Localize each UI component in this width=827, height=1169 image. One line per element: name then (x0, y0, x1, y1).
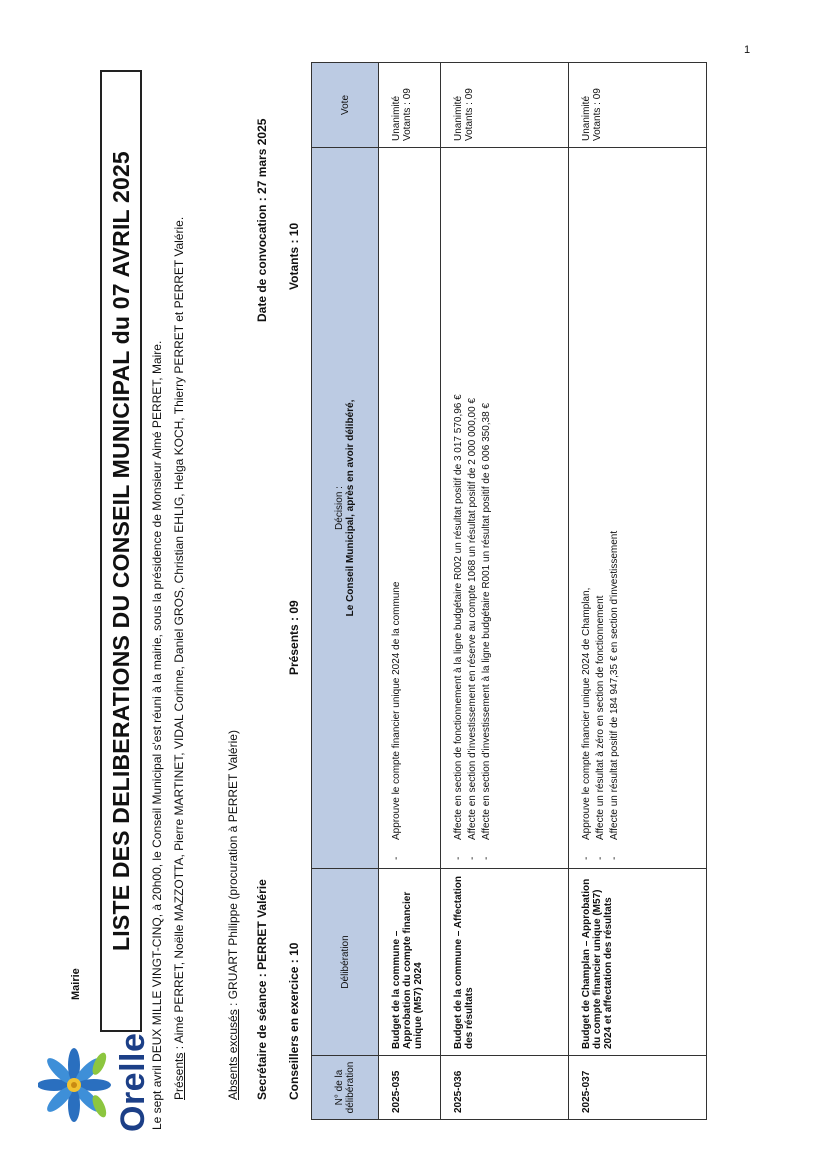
table-row (441, 63, 569, 1120)
table-row (569, 63, 707, 1120)
presents-paragraph (171, 110, 187, 1100)
presents-label: Présents (172, 1052, 186, 1100)
deliberations-table (311, 62, 707, 1120)
decision-item: - Affecte en section d'investissement à la ligne budgétaire R001 un résultat positif de 6 006 350,38 € (481, 154, 492, 862)
deliberations-table-wrap (311, 62, 707, 1120)
intro-text: Le sept avril DEUX MILLE VINGT-CINQ, à 20h00, le Conseil Municipal s'est réuni à la mairie, sous la présidence de Monsieur Aimé PERRET, Maire. (150, 340, 164, 1130)
decision-item: - Affecte en section d'investissement en réserve au compte 1068 un résultat positif de 2 000 000,00 € (467, 154, 478, 862)
row-deliberation: Budget de Champlan – Approbation du compte financier unique (M57) 2024 et affectation des résultats (569, 869, 707, 1056)
mairie-label: Mairie (70, 968, 82, 1000)
header-decision-line1: Décision : (334, 486, 345, 530)
presents-count: Présents : 09 (287, 600, 301, 675)
vote-count: Votants : 09 (402, 88, 413, 141)
row-num: 2025-036 (441, 1056, 569, 1120)
row-vote (379, 63, 441, 148)
decision-item: - Approuve le compte financier unique 2024 de la commune (391, 154, 402, 862)
row-num: 2025-037 (569, 1056, 707, 1120)
title-box (100, 70, 142, 1032)
secretaire-seance: Secrétaire de séance : PERRET Valérie (255, 879, 269, 1100)
attendance-stats (287, 110, 303, 1100)
header-vote: Vote (312, 63, 379, 148)
row-num: 2025-035 (379, 1056, 441, 1120)
page-number: 1 (744, 44, 751, 56)
absents-list: : GRUART Philippe (procuration à PERRET Valérie) (226, 730, 240, 1010)
vote-count: Votants : 09 (592, 88, 603, 141)
decision-item: - Approuve le compte financier unique 2024 de Champlan, (581, 154, 592, 862)
table-row (379, 63, 441, 1120)
date-convocation: Date de convocation : 27 mars 2025 (255, 118, 269, 322)
absents-label: Absents excusés (226, 1009, 240, 1100)
decision-item: - Affecte un résultat positif de 184 947,35 € en section d'investissement (609, 154, 620, 862)
vote-result: Unanimité (581, 95, 592, 141)
absents-paragraph (226, 730, 240, 1100)
page-title: LISTE DES DELIBERATIONS DU CONSEIL MUNICIPAL du 07 AVRIL 2025 (107, 151, 134, 951)
header-decision (312, 148, 379, 869)
row-deliberation: Budget de la commune – Affectation des résultats (441, 869, 569, 1056)
row-decision (379, 148, 441, 869)
decision-item: - Affecte en section de fonctionnement à la ligne budgétaire R002 un résultat positif de 3 017 570,96 € (453, 154, 464, 862)
vote-result: Unanimité (453, 95, 464, 141)
conseillers-count: Conseillers en exercice : 10 (287, 942, 301, 1100)
table-header-row (312, 63, 379, 1120)
vote-count: Votants : 09 (464, 88, 475, 141)
document-sheet (30, 50, 810, 1150)
header-num: N° de la délibération (312, 1056, 379, 1120)
header-decision-line2: Le Conseil Municipal, après en avoir délibéré, (345, 399, 356, 617)
row-vote (441, 63, 569, 148)
row-deliberation: Budget de la commune – Approbation du compte financier unique (M57) 2024 (379, 869, 441, 1056)
votants-count: Votants : 10 (287, 222, 301, 290)
row-vote (569, 63, 707, 148)
header-deliberation: Délibération (312, 869, 379, 1056)
decision-item: - Affecte un résultat à zéro en section de fonctionnement (595, 154, 606, 862)
vote-result: Unanimité (391, 95, 402, 141)
logo-wordmark: Orelle (114, 1032, 152, 1132)
row-decision (441, 148, 569, 869)
presents-list: : Aimé PERRET, Noëlle MAZZOTTA, Pierre MARTINET, VIDAL Corinne, Daniel GROS, Christian EHLIG, Helga KOCH, Thierry PERRET et PERRET Valérie. (172, 216, 186, 1053)
row-decision (569, 148, 707, 869)
